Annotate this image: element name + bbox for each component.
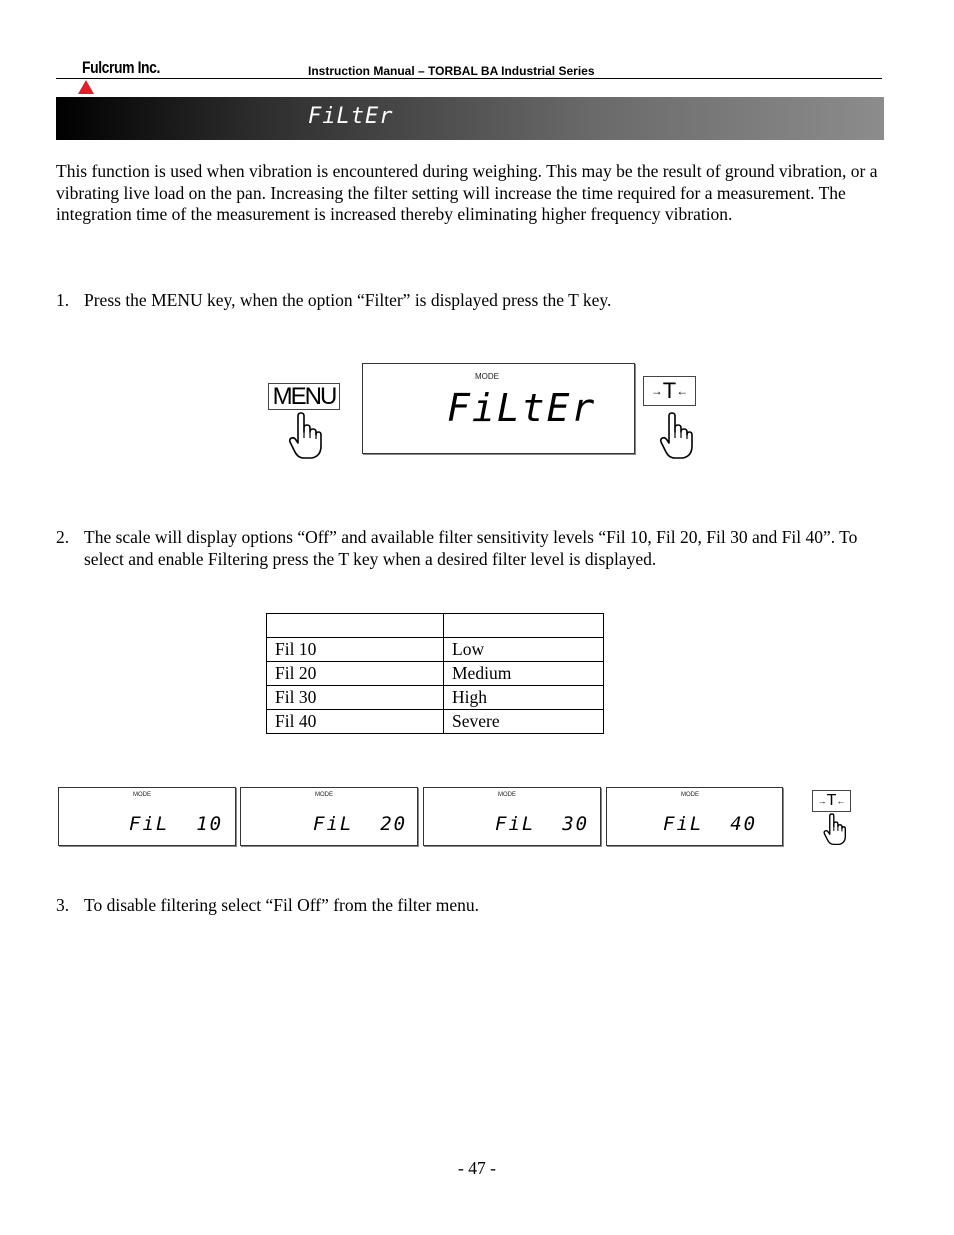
- table-header-cell: [267, 614, 444, 638]
- section-banner: [56, 97, 884, 140]
- sensitivity-cell: Severe: [444, 710, 604, 734]
- step-2-number: 2.: [56, 527, 70, 547]
- table-header-row: [267, 614, 604, 638]
- tare-arrow-left-icon: ←: [676, 384, 689, 398]
- tare-arrow-left-icon: ←: [836, 796, 846, 806]
- display-readout: FiL 20: [313, 813, 408, 835]
- logo-triangle-icon: [78, 80, 94, 94]
- tare-key-label: T: [826, 792, 837, 809]
- scale-display-fil-40: [606, 787, 783, 846]
- display-readout: FiL 40: [663, 813, 758, 835]
- page-number: - 47 -: [458, 1158, 496, 1178]
- sensitivity-cell: Medium: [444, 662, 604, 686]
- intro-paragraph: This function is used when vibration is encountered during weighing. This may be the result of ground vibration, or a vibrating live load on the pan. Increasing the filter setting will increase the time required for a measurement. The integration time of the measurement is increased thereby eliminating higher frequency vibration.: [56, 161, 878, 224]
- tare-key-label: T: [662, 378, 677, 403]
- filter-levels-table: [266, 613, 604, 734]
- table-header-cell: [444, 614, 604, 638]
- scale-display-fil-30: [423, 787, 601, 846]
- manual-title: Instruction Manual – TORBAL BA Industrial Series: [308, 64, 595, 78]
- filter-level-cell: Fil 30: [267, 686, 444, 710]
- tare-key: [643, 376, 696, 406]
- display-mode-label: MODE: [681, 792, 699, 798]
- header-divider: [56, 78, 882, 79]
- step-3-number: 3.: [56, 895, 70, 915]
- menu-key: MENU: [268, 383, 340, 410]
- table-row: [267, 686, 604, 710]
- filter-level-cell: Fil 10: [267, 638, 444, 662]
- display-mode-label: MODE: [498, 792, 516, 798]
- tare-arrow-right-icon: →: [650, 384, 663, 398]
- step-1-text: Press the MENU key, when the option “Filter” is displayed press the T key.: [84, 290, 612, 310]
- pointing-hand-icon: [288, 412, 322, 460]
- display-mode-label: MODE: [475, 372, 499, 381]
- display-readout: FiL 10: [129, 813, 224, 835]
- scale-display-fil-10: [58, 787, 236, 846]
- display-readout: FiLtEr: [447, 386, 597, 430]
- company-logo: Fulcrum Inc.: [82, 58, 160, 77]
- step-3-text: To disable filtering select “Fil Off” from the filter menu.: [84, 895, 479, 915]
- section-title: FiLtEr: [308, 104, 394, 129]
- pointing-hand-icon: [823, 813, 846, 846]
- display-mode-label: MODE: [315, 792, 333, 798]
- filter-level-cell: Fil 20: [267, 662, 444, 686]
- table-row: [267, 662, 604, 686]
- pointing-hand-icon: [659, 412, 693, 460]
- tare-key: [812, 790, 851, 812]
- step-1-number: 1.: [56, 290, 70, 310]
- display-mode-label: MODE: [133, 792, 151, 798]
- sensitivity-cell: High: [444, 686, 604, 710]
- table-row: [267, 710, 604, 734]
- step-2-text: The scale will display options “Off” and available filter sensitivity levels “Fil 10, Fil 20, Fil 30 and Fil 40”. To select and enable Filtering press the T key when a desired filter level is displayed.: [84, 527, 858, 569]
- sensitivity-cell: Low: [444, 638, 604, 662]
- scale-display: [362, 363, 635, 454]
- filter-level-cell: Fil 40: [267, 710, 444, 734]
- table-row: [267, 638, 604, 662]
- scale-display-fil-20: [240, 787, 418, 846]
- tare-arrow-right-icon: →: [817, 796, 827, 806]
- display-readout: FiL 30: [495, 813, 590, 835]
